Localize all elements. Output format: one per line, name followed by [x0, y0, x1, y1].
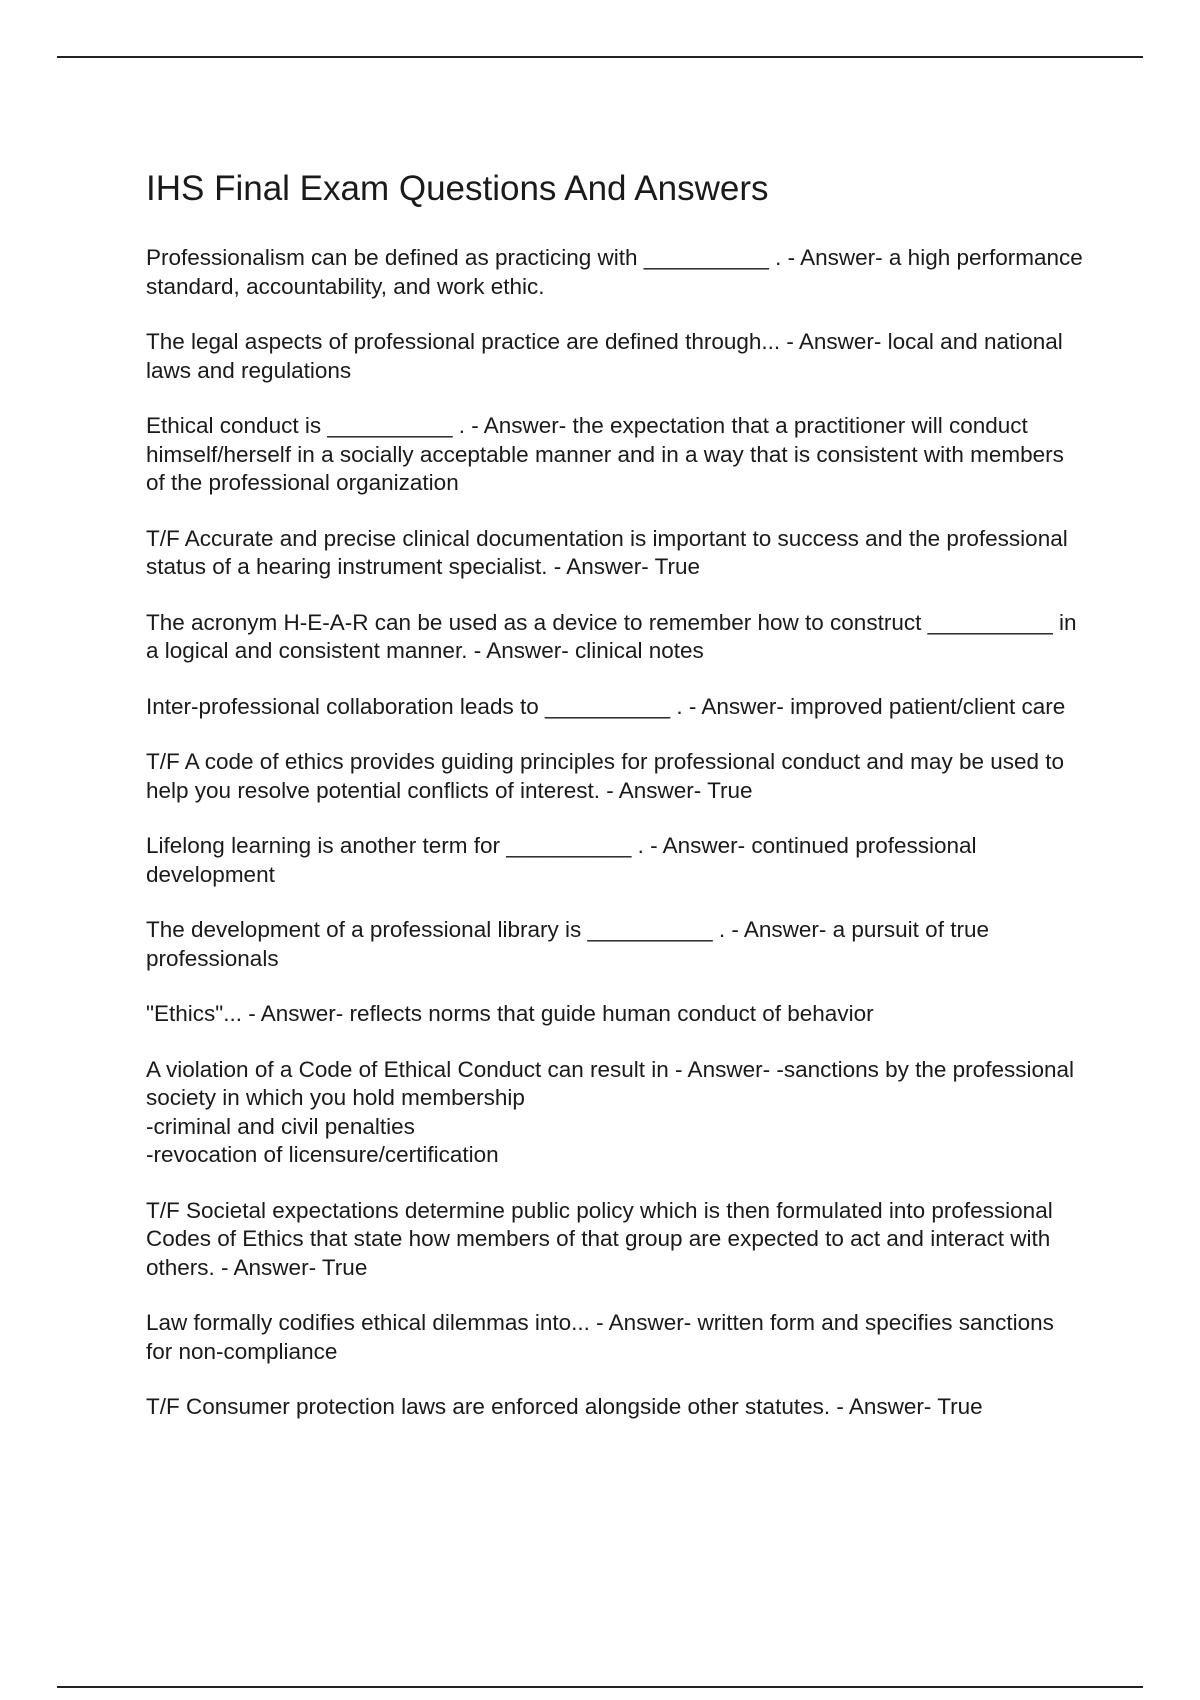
top-divider — [57, 56, 1143, 58]
qa-item: The acronym H-E-A-R can be used as a device to remember how to construct __________ in a logical and consistent manner. - Answer- clinical notes — [146, 609, 1077, 663]
document-body — [146, 168, 1086, 1449]
qa-sub-line: -criminal and civil penalties — [146, 1113, 415, 1139]
qa-item: A violation of a Code of Ethical Conduct can result in - Answer- -sanctions by the professional society in which you hold membership -criminal and civil penalties -revocation of licensure/certification — [146, 1056, 1086, 1170]
qa-item: T/F Consumer protection laws are enforced alongside other statutes. - Answer- True — [146, 1394, 983, 1419]
qa-item: Lifelong learning is another term for __________ . - Answer- continued professional development — [146, 833, 977, 887]
qa-item: T/F A code of ethics provides guiding principles for professional conduct and may be used to help you resolve potential conflicts of interest. - Answer- True — [146, 749, 1065, 803]
qa-item: The development of a professional library is __________ . - Answer- a pursuit of true professionals — [146, 917, 989, 971]
qa-item: The legal aspects of professional practice are defined through... - Answer- local and national laws and regulations — [146, 329, 1063, 383]
qa-item: Ethical conduct is __________ . - Answer- the expectation that a practitioner will conduct himself/herself in a socially acceptable manner and in a way that is consistent with members of the professional organization — [146, 413, 1064, 495]
bottom-divider — [57, 1686, 1143, 1688]
qa-item: Inter-professional collaboration leads to __________ . - Answer- improved patient/client care — [146, 693, 1066, 719]
qa-item: "Ethics"... - Answer- reflects norms that guide human conduct of behavior — [146, 1001, 874, 1026]
qa-sub-line: -revocation of licensure/certification — [146, 1142, 499, 1167]
qa-item: T/F Societal expectations determine public policy which is then formulated into professional Codes of Ethics that state how members of that group are expected to act and interact with others. - Answer- True — [146, 1197, 1053, 1280]
qa-item: Law formally codifies ethical dilemmas into... - Answer- written form and specifies sanctions for non-compliance — [146, 1310, 1054, 1364]
qa-item: T/F Accurate and precise clinical documentation is important to success and the professional status of a hearing instrument specialist. - Answer- True — [146, 525, 1068, 579]
page-title: IHS Final Exam Questions And Answers — [146, 169, 769, 208]
qa-item: Professionalism can be defined as practicing with __________ . - Answer- a high performance standard, accountability, and work ethic. — [146, 245, 1083, 299]
